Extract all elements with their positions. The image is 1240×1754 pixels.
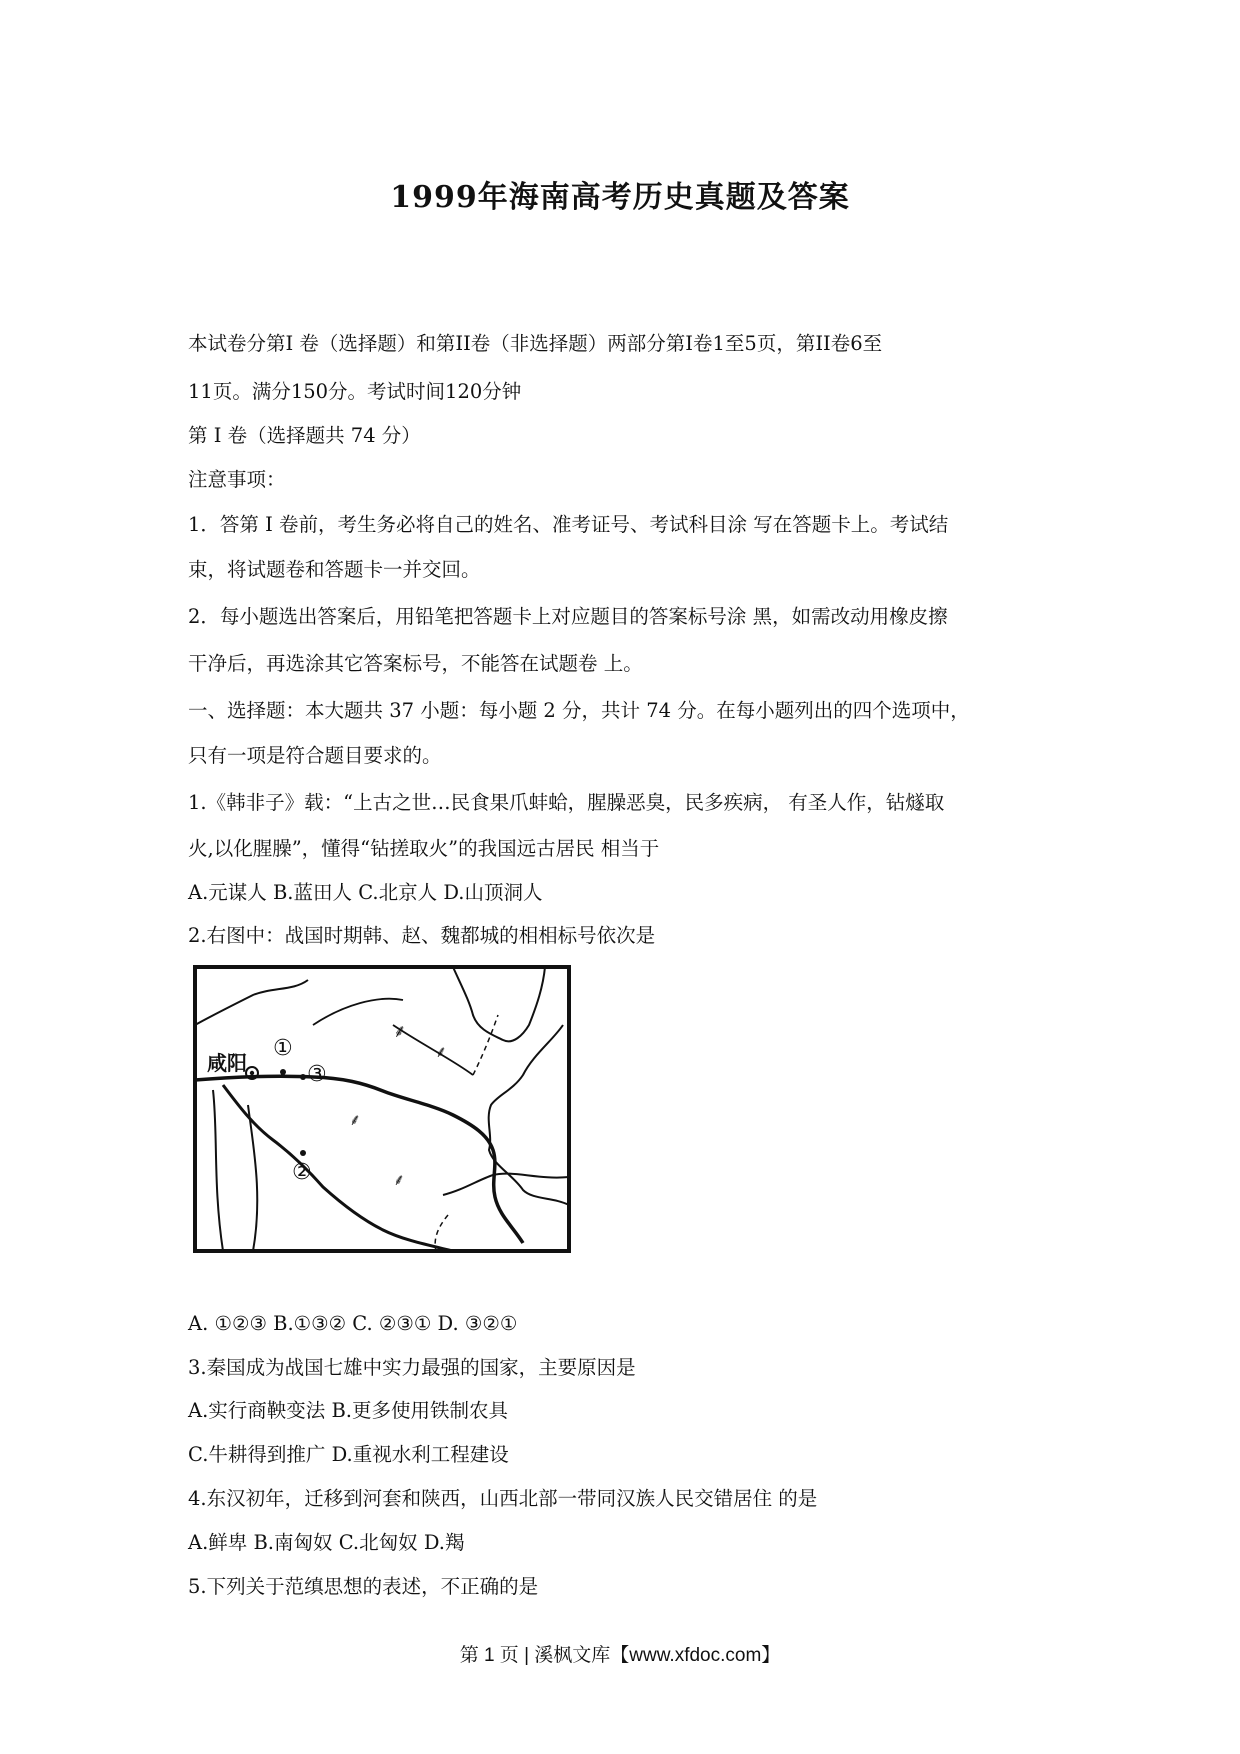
intro-line-2: 11页。满分150分。考试时间120分钟 bbox=[188, 380, 522, 403]
question-2-options: A. ①②③ B.①③② C. ②③① D. ③②① bbox=[188, 1312, 518, 1335]
map-label-xianyang: 咸阳 bbox=[207, 1051, 247, 1075]
city-dot-1 bbox=[280, 1069, 286, 1075]
map-hatch-3: ⸙ bbox=[349, 1110, 362, 1129]
part-one-line-1: 一、选择题：本大题共 37 小题：每小题 2 分，共计 74 分。在每小题列出的四个选项中， bbox=[188, 699, 970, 722]
note-1-line-2: 束，将试题卷和答题卡一并交回。 bbox=[188, 558, 481, 581]
question-3-options-ab: A.实行商鞅变法 B.更多使用铁制农具 bbox=[188, 1399, 509, 1422]
map-hatch-4: ⸙ bbox=[393, 1170, 406, 1189]
note-1-line-1: 1．答第 Ⅰ 卷前，考生务必将自己的姓名、准考证号、考试科目涂 写在答题卡上。考试结 bbox=[188, 513, 949, 536]
question-4-options: A.鲜卑 B.南匈奴 C.北匈奴 D.羯 bbox=[188, 1531, 465, 1554]
map-hatch-1: ⸙ bbox=[393, 1021, 407, 1042]
city-dot-3 bbox=[300, 1074, 306, 1080]
document-title: 1999年海南高考历史真题及答案 bbox=[390, 180, 850, 215]
map-frame bbox=[195, 967, 569, 1251]
city-dot-2 bbox=[300, 1150, 306, 1156]
question-3-stem: 3.秦国成为战国七雄中实力最强的国家，主要原因是 bbox=[188, 1356, 636, 1379]
map-marker-3: ③ bbox=[307, 1062, 327, 1087]
page-footer: 第 1 页 | 溪枫文库【www.xfdoc.com】 bbox=[459, 1645, 781, 1666]
section-heading: 第 Ⅰ 卷（选择题共 74 分） bbox=[188, 424, 421, 447]
map-marker-1: ① bbox=[273, 1036, 293, 1061]
note-2-line-1: 2．每小题选出答案后，用铅笔把答题卡上对应题目的答案标号涂 黑，如需改动用橡皮擦 bbox=[188, 605, 948, 628]
warring-states-map bbox=[193, 965, 571, 1253]
note-2-line-2: 干净后，再选涂其它答案标号，不能答在试题卷 上。 bbox=[188, 652, 643, 675]
question-1-line-1: 1.《韩非子》载：“上古之世…民食果爪蚌蛤，腥臊恶臭，民多疾病， 有圣人作，钻燧取 bbox=[188, 791, 945, 814]
question-4-stem: 4.东汉初年，迁移到河套和陕西，山西北部一带同汉族人民交错居住 的是 bbox=[188, 1487, 818, 1510]
map-hatch-2: ⸙ bbox=[435, 1042, 448, 1061]
notes-heading: 注意事项： bbox=[188, 468, 286, 491]
question-1-options: A.元谋人 B.蓝田人 C.北京人 D.山顶洞人 bbox=[188, 881, 543, 904]
question-3-options-cd: C.牛耕得到推广 D.重视水利工程建设 bbox=[188, 1443, 509, 1466]
question-5-stem: 5.下列关于范缜思想的表述，不正确的是 bbox=[188, 1575, 539, 1598]
part-one-line-2: 只有一项是符合题目要求的。 bbox=[188, 744, 442, 767]
map-marker-2: ② bbox=[292, 1160, 312, 1185]
intro-line-1: 本试卷分第Ⅰ 卷（选择题）和第II卷（非选择题）两部分第Ⅰ卷1至5页，第II卷6至 bbox=[188, 332, 883, 355]
question-1-line-2: 火,以化腥臊”，懂得“钻搓取火”的我国远古居民 相当于 bbox=[188, 837, 660, 860]
question-2-stem: 2.右图中：战国时期韩、赵、魏都城的相相标号依次是 bbox=[188, 924, 656, 947]
